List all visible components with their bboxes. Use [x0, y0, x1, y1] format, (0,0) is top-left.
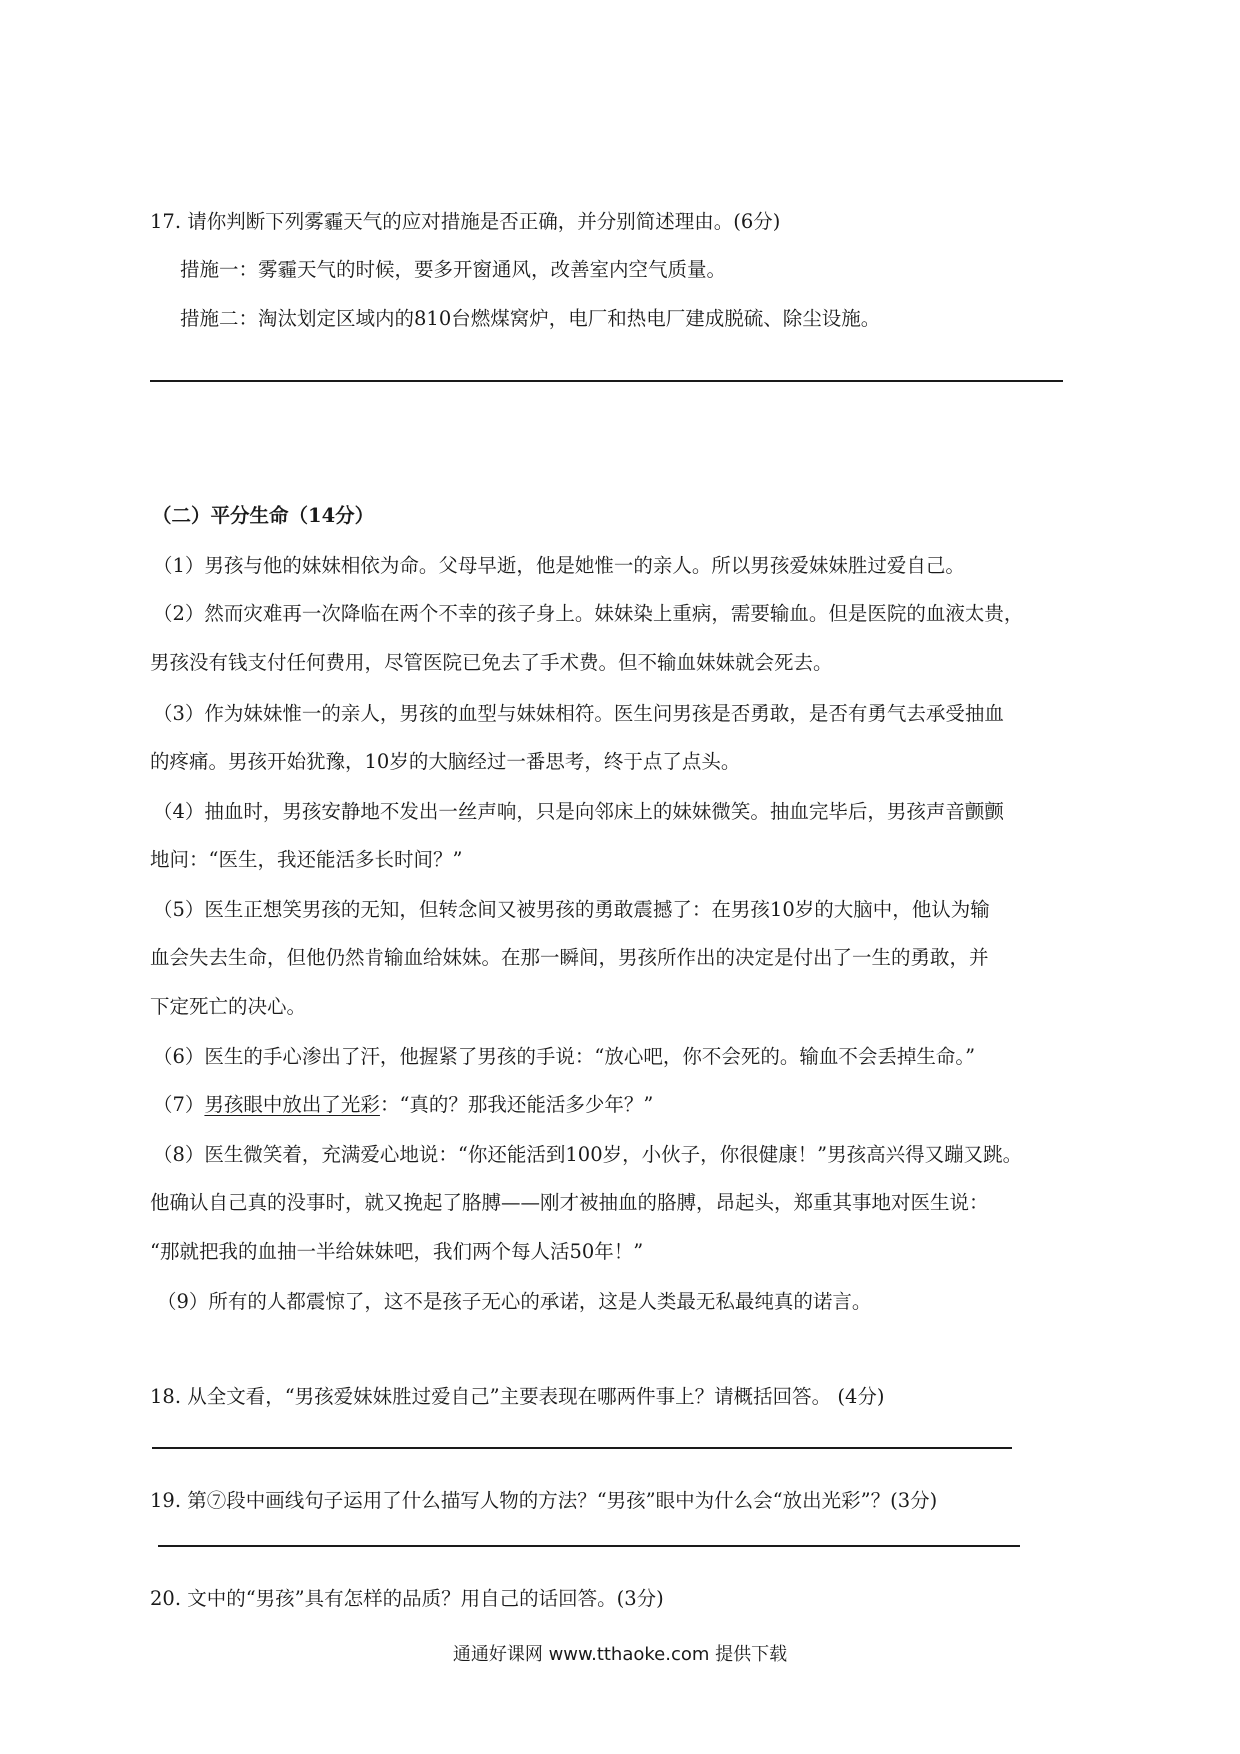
para-6: （6）医生的手心渗出了汗，他握紧了男孩的手说：“放心吧，你不会死的。输血不会丢掉生命。”: [153, 1045, 976, 1068]
para-8-line-2: 他确认自己真的没事时，就又挽起了胳膊——刚才被抽血的胳膊，昂起头，郑重其事地对医生说：: [150, 1191, 989, 1214]
q17-measure-1: 措施一：雾霾天气的时候，要多开窗通风，改善室内空气质量。: [180, 258, 727, 281]
para-5-line-1: （5）医生正想笑男孩的无知，但转念间又被男孩的勇敢震撼了：在男孩10岁的大脑中，他认为输: [153, 898, 990, 921]
para-9: （9）所有的人都震惊了，这不是孩子无心的承诺，这是人类最无私最纯真的诺言。: [157, 1290, 872, 1313]
q19-answer-line: [158, 1545, 1020, 1547]
para-5-line-3: 下定死亡的决心。: [150, 995, 307, 1018]
q18-answer-line: [152, 1447, 1012, 1449]
section2-title: （二）平分生命（14分）: [152, 504, 375, 527]
para-2-line-1: （2）然而灾难再一次降临在两个不幸的孩子身上。妹妹染上重病，需要输血。但是医院的血液太贵，: [153, 602, 1024, 625]
para-5-line-2: 血会失去生命，但他仍然肯输血给妹妹。在那一瞬间，男孩所作出的决定是付出了一生的勇敢，并: [150, 946, 989, 969]
q17-measure-2: 措施二：淘汰划定区域内的810台燃煤窝炉，电厂和热电厂建成脱硫、除尘设施。: [180, 307, 881, 330]
para-4-line-1: （4）抽血时，男孩安静地不发出一丝声响，只是向邻床上的妹妹微笑。抽血完毕后，男孩声音颤颤: [153, 800, 1004, 823]
para-4-line-2: 地问：“医生，我还能活多长时间？”: [150, 848, 463, 871]
para-8-line-1: （8）医生微笑着，充满爱心地说：“你还能活到100岁，小伙子，你很健康！”男孩高兴得又蹦又跳。: [153, 1143, 1023, 1166]
para-7-underlined-sentence: 男孩眼中放出了光彩: [204, 1093, 380, 1116]
para-1: （1）男孩与他的妹妹相依为命。父母早逝，他是她惟一的亲人。所以男孩爱妹妹胜过爱自己。: [153, 554, 965, 577]
q20-prompt: 20. 文中的“男孩”具有怎样的品质？用自己的话回答。(3分): [150, 1587, 664, 1610]
footer-credit: 通通好课网 www.tthaoke.com 提供下载: [452, 1644, 788, 1665]
para-3-line-2: 的疼痛。男孩开始犹豫，10岁的大脑经过一番思考，终于点了点头。: [150, 750, 741, 773]
para-7-rest: ：“真的？那我还能活多少年？”: [379, 1093, 654, 1116]
q19-prompt: 19. 第⑦段中画线句子运用了什么描写人物的方法？“男孩”眼中为什么会“放出光彩”？(3分): [150, 1489, 938, 1512]
para-7-number: （7）: [153, 1093, 205, 1116]
q17-prompt: 17. 请你判断下列雾霾天气的应对措施是否正确，并分别简述理由。(6分): [150, 210, 781, 233]
para-8-line-3: “那就把我的血抽一半给妹妹吧，我们两个每人活50年！”: [150, 1240, 644, 1263]
q17-answer-line: [150, 380, 1063, 382]
q18-prompt: 18. 从全文看，“男孩爱妹妹胜过爱自己”主要表现在哪两件事上？请概括回答。 (4分): [150, 1385, 885, 1408]
para-7: [153, 1091, 653, 1119]
para-3-line-1: （3）作为妹妹惟一的亲人，男孩的血型与妹妹相符。医生问男孩是否勇敢，是否有勇气去承受抽血: [153, 702, 1004, 725]
para-2-line-2: 男孩没有钱支付任何费用，尽管医院已免去了手术费。但不输血妹妹就会死去。: [150, 651, 833, 674]
